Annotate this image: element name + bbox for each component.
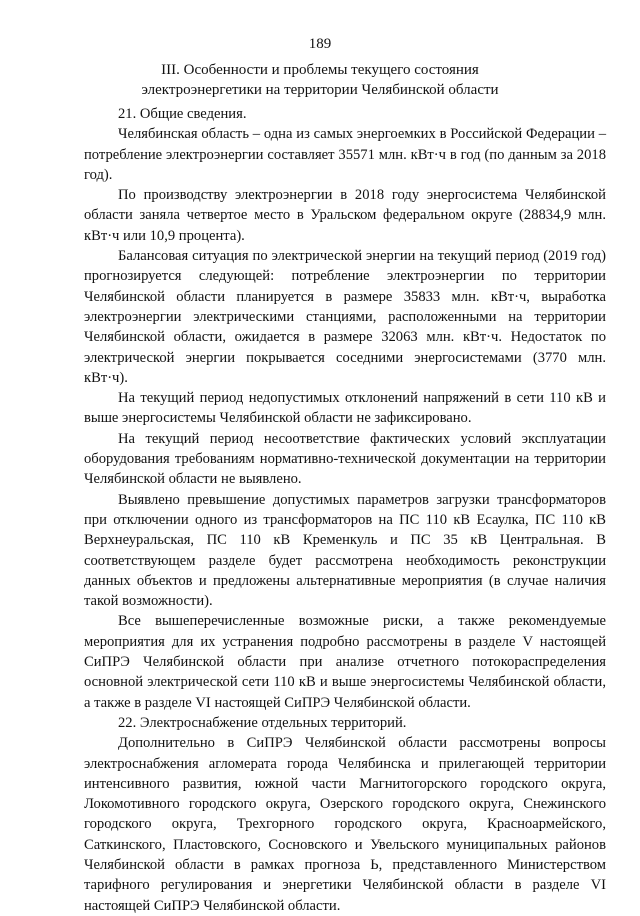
paragraph: Челябинская область – одна из самых энергоемких в Российской Федерации – потребление электроэнергии составляет 35571 млн. кВт·ч в год (по данным за 2018 год). bbox=[84, 126, 606, 183]
paragraph: Выявлено превышение допустимых параметров загрузки трансформаторов при отключении одного из трансформаторов на ПС 110 кВ Есаулка, ПС 110 кВ Верхнеуральская, ПС 110 кВ Кременкуль и ПС 35 кВ Центральная. В соответствующем разделе будет рассмотрена необходимость реконструкции данных объектов и предложены альтернативные мероприятия (в случае наличия такой возможности). bbox=[84, 491, 606, 610]
document-body bbox=[84, 104, 606, 916]
page-number: 189 bbox=[308, 36, 332, 52]
paragraph: Балансовая ситуация по электрической энергии на текущий период (2019 год) прогнозируется следующей: потребление электроэнергии по территории Челябинской области планируется в размере 35833 млн. кВт·ч, выработка электроэнергии электрическими станциями, расположенными на территории Челябинской области, ожидается в размере 32063 млн. кВт·ч. Недостаток по электрической энергии покрывается соседними энергосистемами (3770 млн. кВт·ч). bbox=[84, 248, 606, 386]
paragraph: По производству электроэнергии в 2018 году энергосистема Челябинской области заняла четвертое место в Уральском федеральном округе (28834,9 млн. кВт·ч или 10,9 процента). bbox=[84, 187, 606, 244]
subsection-title: 22. Электроснабжение отдельных территорий. bbox=[118, 714, 407, 731]
paragraph: На текущий период недопустимых отклонений напряжений в сети 110 кВ и выше энергосистемы Челябинской области не зафиксировано. bbox=[84, 390, 606, 427]
paragraph: Дополнительно в СиПРЭ Челябинской области рассмотрены вопросы электроснабжения агломерата города Челябинска и прилегающей территории интенсивного развития, южной части Магнитогорского городского округа, Локомотивного городского округа, Озерского городского округа, Снежинского городского округа, Трехгорного городского округа, Красноармейского, Саткинского, Пластовского, Сосновского и Увельского муниципальных районов Челябинской области в рамках прогноза Ь, представленного Министерством тарифного регулирования и энергетики Челябинской области в разделе VI настоящей СиПРЭ Челябинской области. bbox=[84, 735, 606, 914]
paragraph: На текущий период несоответствие фактических условий эксплуатации оборудования требованиям нормативно-технической документации на территории Челябинской области не выявлено. bbox=[84, 430, 606, 488]
paragraph: Все вышеперечисленные возможные риски, а также рекомендуемые мероприятия для их устранения подробно рассмотрены в разделе V настоящей СиПРЭ Челябинской области при анализе отчетного потокораспределения основной электрической сети 110 кВ и выше энергосистемы Челябинской области, а также в разделе VI настоящей СиПРЭ Челябинской области. bbox=[84, 613, 606, 711]
subsection-title: 21. Общие сведения. bbox=[118, 106, 247, 122]
section-heading: III. Особенности и проблемы текущего состояния электроэнергетики на территории Челябинской области bbox=[141, 62, 499, 98]
